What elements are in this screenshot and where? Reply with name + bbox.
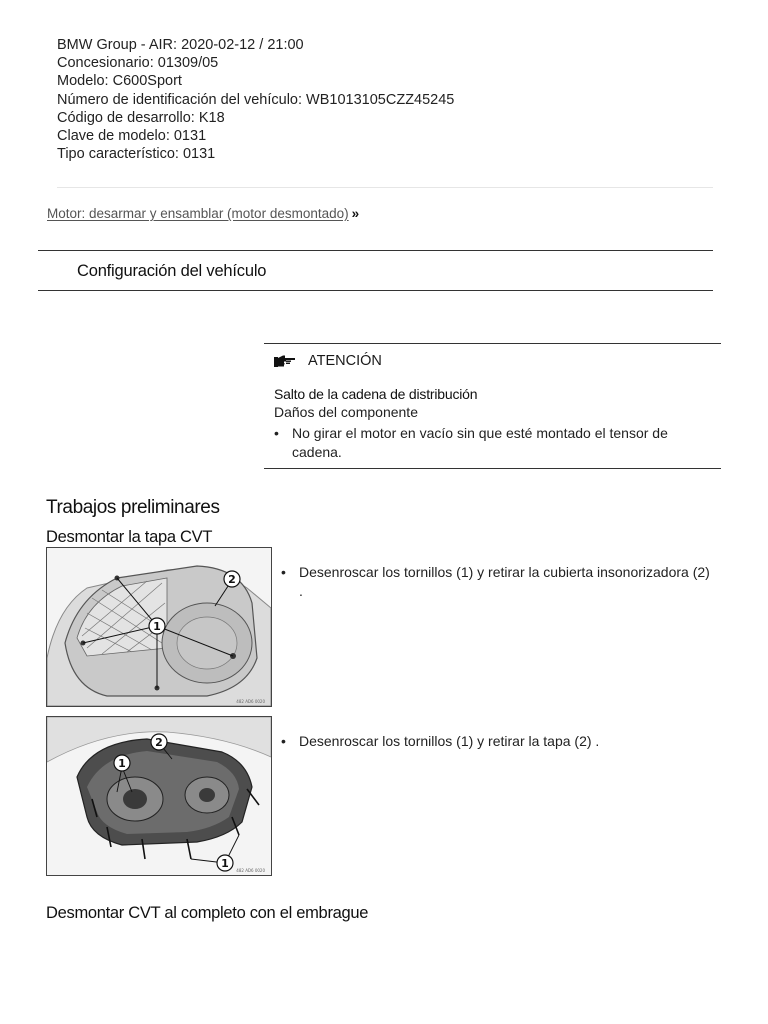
step-remove-cvt-cover <box>281 732 716 751</box>
bullet-marker: • <box>281 564 286 580</box>
section-bottom-rule <box>38 290 713 291</box>
warning-title: ATENCIÓN <box>308 353 382 369</box>
heading-remove-cvt-cover: Desmontar la tapa CVT <box>46 528 213 546</box>
callout-2: 2 <box>155 736 163 749</box>
warning-bullet-text: No girar el motor en vacío sin que esté montado el tensor de cadena. <box>292 425 668 460</box>
warning-bullet <box>274 424 714 461</box>
bullet-marker: • <box>281 733 286 749</box>
callout-1: 1 <box>153 620 161 633</box>
pointing-hand-icon <box>274 354 296 368</box>
breadcrumb <box>47 206 359 221</box>
callout-1-top: 1 <box>118 757 126 770</box>
header-line-dealer: Concesionario: 01309/05 <box>57 55 219 72</box>
breadcrumb-link-engine[interactable]: Motor: desarmar y ensamblar (motor desmontado) <box>47 206 349 221</box>
section-top-rule <box>38 250 713 251</box>
warning-box <box>264 343 721 469</box>
callout-2: 2 <box>228 573 236 586</box>
breadcrumb-separator: » <box>351 206 360 221</box>
figure-cvt-cover <box>46 716 272 876</box>
figure-code: 482 AD6 0020 <box>236 868 265 873</box>
heading-preliminary-work: Trabajos preliminares <box>46 497 220 518</box>
header-line-system: BMW Group - AIR: 2020-02-12 / 21:00 <box>57 37 304 53</box>
bullet-marker: • <box>274 425 279 441</box>
header-line-model-key: Clave de modelo: 0131 <box>57 128 207 145</box>
document-header <box>57 36 454 163</box>
figure-soundproof-cover <box>46 547 272 707</box>
step-text: Desenroscar los tornillos (1) y retirar la cubierta insonorizadora (2) . <box>299 564 710 599</box>
step-text: Desenroscar los tornillos (1) y retirar la tapa (2) . <box>299 733 600 749</box>
callout-1-bottom: 1 <box>221 857 229 870</box>
step-remove-soundproof-cover <box>281 563 716 600</box>
section-title: Configuración del vehículo <box>77 262 267 280</box>
header-line-model: Modelo: C600Sport <box>57 73 182 90</box>
header-line-dev-code: Código de desarrollo: K18 <box>57 109 225 126</box>
warning-header <box>274 353 382 369</box>
figure-code: 482 AD6 0020 <box>236 699 265 704</box>
heading-remove-cvt-clutch: Desmontar CVT al completo con el embrague <box>46 904 369 922</box>
warning-description: Daños del componente <box>274 404 418 420</box>
header-line-type: Tipo característico: 0131 <box>57 146 216 163</box>
header-divider <box>57 187 713 188</box>
header-line-vin: Número de identificación del vehículo: WB1013105CZZ45245 <box>57 91 455 108</box>
warning-subtitle: Salto de la cadena de distribución <box>274 386 478 402</box>
